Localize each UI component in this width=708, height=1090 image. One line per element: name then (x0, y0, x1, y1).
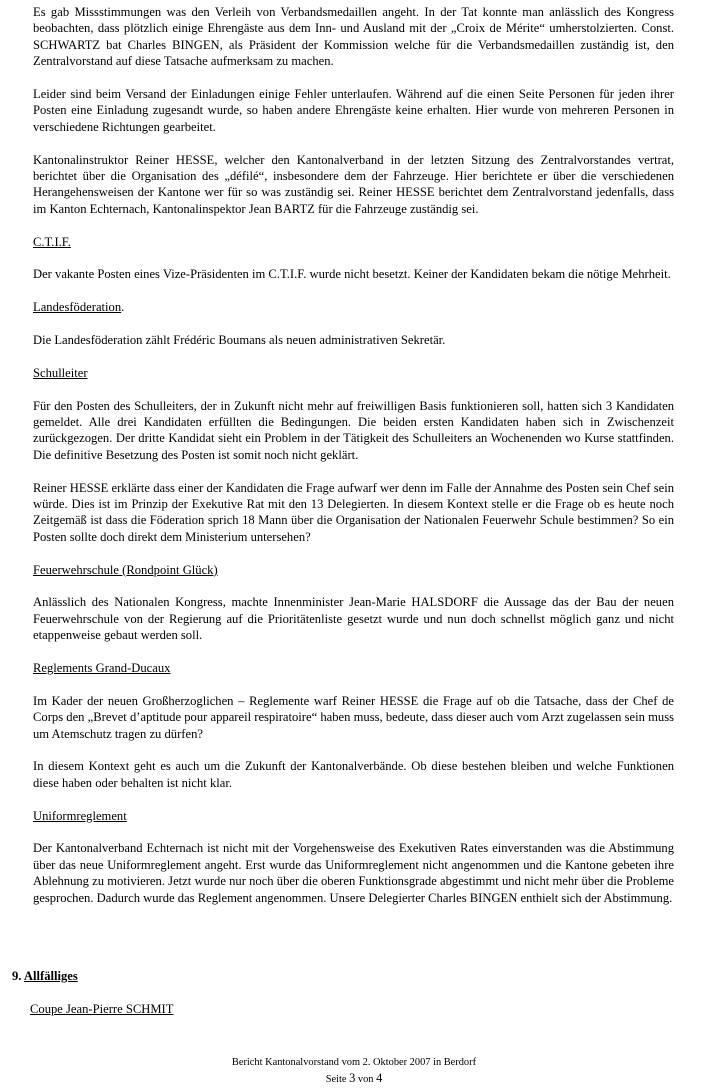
footer-page-sep: von (355, 1074, 377, 1085)
paragraph-schulleiter-2: Reiner HESSE erklärte dass einer der Kandidaten die Frage aufwarf wer denn im Falle der Annahme des Posten sein Chef sein würde. Dies ist im Prinzip der Exekutive Rat mit den 13 Delegierten. In diesem Kontext stelle er die Frage ob es heute noch Zeitgemäß ist dass die Föderation sprich 18 Mann über die Organisation der Nationalen Feuerwehr Schule bestimmen? So ein Posten sollte doch direkt dem Ministerium untersehen? (33, 480, 674, 544)
footer-page-number (0, 1071, 708, 1087)
section-number: 9. (12, 969, 22, 983)
section-label: Allfälliges (23, 969, 78, 983)
paragraph-einladungen: Leider sind beim Versand der Einladungen einige Fehler unterlaufen. Während auf die einen Seite Personen für jeden ihrer Posten eine Einladung zugesandt wurde, so haben andere Ehrengäste keine erhalten. Hier wurde von mehreren Personen in verschiedene Richtungen gearbeitet. (33, 87, 674, 134)
heading-feuerwehrschule: Feuerwehrschule (Rondpoint Glück) (33, 562, 218, 577)
paragraph-schulleiter-1: Für den Posten des Schulleiters, der in Zukunft nicht mehr auf freiwilligen Basis funktionieren soll, hatten sich 3 Kandidaten gemeldet. Alle drei Kandidaten erfüllten die Bedingungen. Die beiden ersten Kandidaten haben sich in Zwischenzeit zurückgezogen. Der dritte Kandidat sieht ein Problem in der Tätigkeit des Schulleiters an Wochenenden wo Kurse stattfinden. Die definitive Besetzung des Posten ist somit noch nicht geklärt. (33, 398, 674, 462)
heading-uniformreglement: Uniformreglement (33, 808, 127, 823)
heading-landesfoederation-label: Landesföderation (33, 300, 122, 315)
paragraph-reglements-2: In diesem Kontext geht es auch um die Zukunft der Kantonalverbände. Ob diese bestehen bleiben und welche Funktionen diese haben oder behalten ist nicht klar. (33, 759, 674, 790)
document-body (33, 4, 674, 922)
footer-page-prefix: Seite (325, 1074, 350, 1085)
paragraph-reglements-1: Im Kader der neuen Großherzoglichen – Reglemente warf Reiner HESSE die Frage auf ob die Tatsache, dass der Chef de Corps den „Brevet d’aptitude pour appareil respiratoire“ haben muss, bedeute, dass dieser auch vom Arzt zugelassen sein muss um Atemschutz tragen zu dürfen? (33, 693, 674, 741)
paragraph-defile: Kantonalinstruktor Reiner HESSE, welcher den Kantonalverband in der letzten Sitzung des Zentralvorstandes vertrat, berichtet über die Organisation des „défilé“, insbesondere dem der Fahrzeuge. Hier berichtete er über die verschiedenen Herangehensweisen der Kantone wer für so was zuständig sei. Reiner HESSE berichtet dem Zentralvorstand jedenfalls, dass im Kanton Echternach, Kantonalinspektor Jean BARTZ für die Fahrzeuge zuständig sei. (33, 152, 674, 216)
paragraph-uniformreglement: Der Kantonalverband Echternach ist nicht mit der Vorgehensweise des Exekutiven Rates einverstanden was die Abstimmung über das neue Uniformreglement angeht. Erst wurde das Uniformreglement nicht angenommen und die Kantone gebeten ihre Ablehnung zu motivieren. Jetzt wurde nur noch über die oberen Funktionsgrade abgestimmt und nicht mehr über die Probleme gesprochen. Dadurch wurde das Reglement angenommen. Unsere Delegierter Charles BINGEN enthielt sich der Abstimmung. (33, 841, 674, 905)
footer-report-line: Bericht Kantonalvorstand vom 2. Oktober 2007 in Berdorf (231, 1057, 477, 1068)
heading-ctif: C.T.I.F. (33, 234, 71, 249)
paragraph-medaillen: Es gab Missstimmungen was den Verleih von Verbandsmedaillen angeht. In der Tat konnte man anlässlich des Kongress beobachten, dass plötzlich einige Ehrengäste aus dem Inn- und Ausland mit der „Croix de Mérite“ umherstolzierten. Const. SCHWARTZ bat Charles BINGEN, als Präsident der Kommission welche für die Verbandsmedaillen zuständig ist, den Zentralvorstand auf diese Tatsache aufmerksam zu machen. (33, 5, 674, 69)
heading-schulleiter: Schulleiter (33, 365, 88, 380)
footer-page-current: 3 (349, 1071, 356, 1085)
section-heading-allfaelliges (12, 968, 78, 984)
footer-page-total: 4 (376, 1071, 383, 1085)
paragraph-ctif: Der vakante Posten eines Vize-Präsidenten im C.T.I.F. wurde nicht besetzt. Keiner der Kandidaten bekam die nötige Mehrheit. (33, 267, 671, 282)
heading-landesfoederation (33, 299, 674, 315)
heading-coupe: Coupe Jean-Pierre SCHMIT (30, 1002, 174, 1016)
paragraph-feuerwehrschule: Anlässlich des Nationalen Kongress, machte Innenminister Jean-Marie HALSDORF die Aussage das der Bau der neuen Feuerwehrschule von der Regierung auf die Prioritätenliste gesetzt wurde und nun doch schnellst möglich ganz und nicht etappenweise gebaut werden soll. (33, 595, 674, 643)
heading-landesfoederation-suffix: . (121, 300, 125, 315)
paragraph-landesfoederation: Die Landesföderation zählt Frédéric Boumans als neuen administrativen Sekretär. (33, 333, 446, 348)
heading-reglements: Reglements Grand-Ducaux (33, 661, 171, 676)
